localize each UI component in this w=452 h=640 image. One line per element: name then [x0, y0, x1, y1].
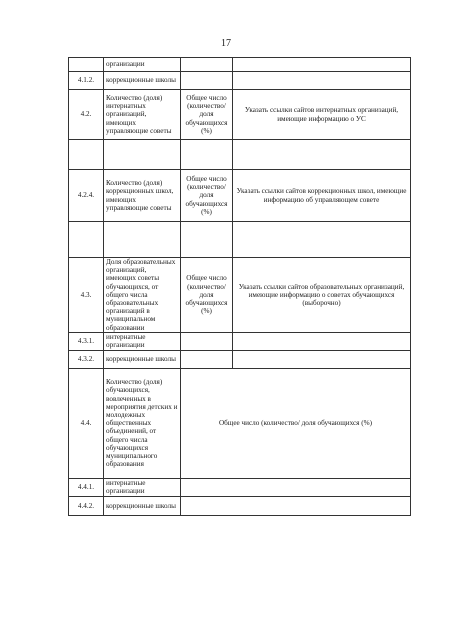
table-row	[69, 368, 411, 478]
indicator-name: коррекционные школы	[104, 72, 181, 90]
measure-cell	[181, 72, 233, 90]
row-number: 4.3.1.	[69, 332, 104, 350]
indicator-name: Количество (доля) обучающихся, вовлеченных в мероприятия детских и молодежных общественных объединений, от общего числа обучающихся муниципального образования	[104, 368, 181, 478]
row-number: 4.4.2.	[69, 496, 104, 515]
table-row	[69, 332, 411, 350]
measure-cell	[181, 350, 233, 368]
measure-cell	[181, 58, 233, 72]
source-cell: Указать ссылки сайтов интернатных организаций, имеющие информацию о УС	[233, 90, 411, 140]
source-cell	[233, 350, 411, 368]
row-number	[69, 58, 104, 72]
table-row	[69, 350, 411, 368]
source-cell: Указать ссылки сайтов образовательных организаций, имеющие информацию о советах обучающихся (выборочно)	[233, 258, 411, 333]
row-number: 4.3.2.	[69, 350, 104, 368]
page-number: 17	[221, 38, 231, 49]
table-row	[69, 496, 411, 515]
measure-cell	[181, 332, 233, 350]
indicator-name	[104, 140, 181, 170]
indicator-name: коррекционные школы	[104, 496, 181, 515]
table-row	[69, 170, 411, 222]
source-cell	[233, 58, 411, 72]
table-row	[69, 478, 411, 496]
measure-cell	[181, 222, 233, 258]
table-row	[69, 58, 411, 72]
row-number: 4.2.4.	[69, 170, 104, 222]
indicator-name: интернатные организации	[104, 332, 181, 350]
measure-cell: Общее число (количество/ доля обучающихся (%)	[181, 368, 411, 478]
measure-cell	[181, 496, 411, 515]
row-number: 4.4.1.	[69, 478, 104, 496]
measure-cell: Общее число (количество/ доля обучающихся (%)	[181, 258, 233, 333]
indicator-name: Количество (доля) коррекционных школ, имеющих управляющие советы	[104, 170, 181, 222]
indicators-table	[68, 57, 411, 516]
table-row	[69, 222, 411, 258]
row-number: 4.2.	[69, 90, 104, 140]
indicator-name	[104, 222, 181, 258]
row-number	[69, 222, 104, 258]
indicator-name: интернатные организации	[104, 478, 181, 496]
row-number: 4.3.	[69, 258, 104, 333]
table-row	[69, 90, 411, 140]
table-row	[69, 258, 411, 333]
row-number: 4.4.	[69, 368, 104, 478]
indicator-name: коррекционные школы	[104, 350, 181, 368]
source-cell: Указать ссылки сайтов коррекционных школ, имеющие информацию об управляющем совете	[233, 170, 411, 222]
row-number	[69, 140, 104, 170]
table-row	[69, 140, 411, 170]
indicator-name: организации	[104, 58, 181, 72]
source-cell	[233, 140, 411, 170]
indicator-name: Доля образовательных организаций, имеющих советы обучающихся, от общего числа образовательных организаций в муниципальном образовании	[104, 258, 181, 333]
row-number: 4.1.2.	[69, 72, 104, 90]
source-cell	[233, 222, 411, 258]
measure-cell: Общее число (количество/ доля обучающихся (%)	[181, 170, 233, 222]
measure-cell	[181, 478, 411, 496]
measure-cell	[181, 140, 233, 170]
source-cell	[233, 72, 411, 90]
measure-cell: Общее число (количество/ доля обучающихся (%)	[181, 90, 233, 140]
source-cell	[233, 332, 411, 350]
indicator-name: Количество (доля) интернатных организаций, имеющих управляющие советы	[104, 90, 181, 140]
table-row	[69, 72, 411, 90]
